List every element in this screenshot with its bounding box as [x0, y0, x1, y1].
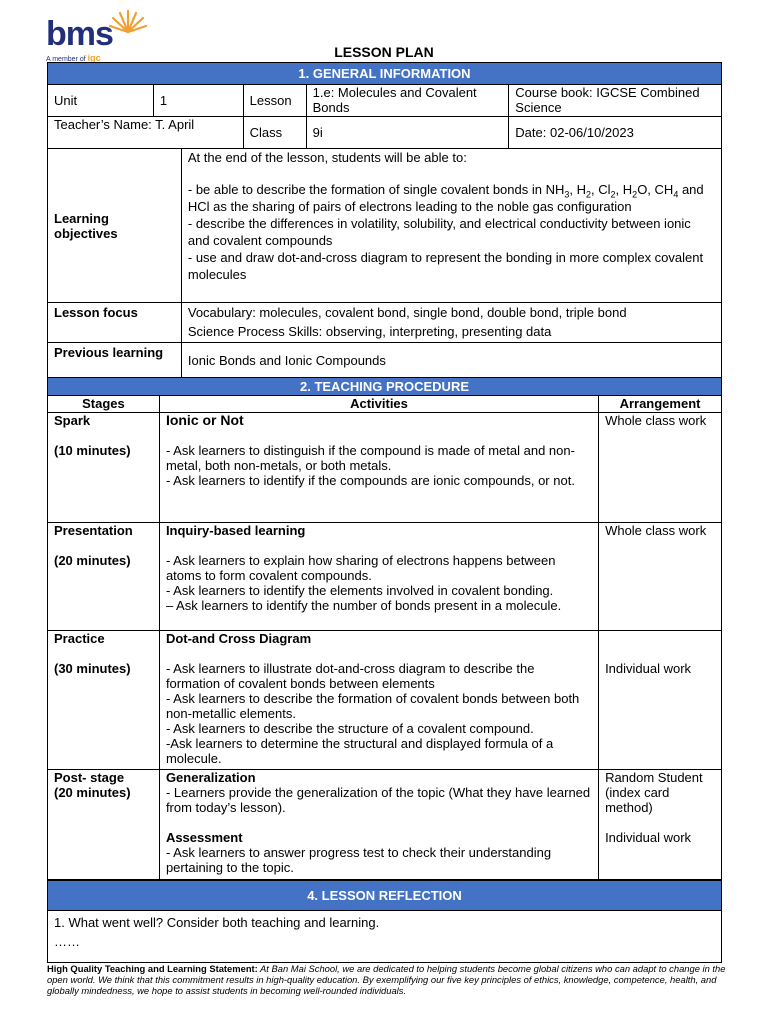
activity-line: - Ask learners to illustrate dot-and-cross diagram to describe the formation of covalent bonds between elements	[165, 661, 535, 691]
reflection-heading: 4. LESSON REFLECTION	[48, 881, 722, 911]
objectives-intro: At the end of the lesson, students will be able to:	[187, 150, 467, 165]
logo-wordmark: bms	[46, 15, 113, 53]
statement-text: At Ban Mai School, we are dedicated to helping students become global citizens who can adapt to change in the open world. We think that this commitment results in high-quality education. By exemplifying our five key principles of ethics, knowledge, competence, health, and globally mindedness, we hope to assist students in becoming well-rounded individuals.	[47, 963, 726, 996]
stage-row-spark	[48, 413, 722, 523]
activity-cell	[159, 770, 598, 880]
activity-line: - Ask learners to answer progress test to check their understanding pertaining to the topic.	[165, 845, 552, 875]
objective-3: - use and draw dot-and-cross diagram to represent the bonding in more complex covalent molecules	[187, 250, 704, 282]
objectives-label-line2: objectives	[54, 225, 118, 241]
lesson-date: Date: 02-06/10/2023	[509, 117, 722, 149]
arrangement-cell	[599, 770, 722, 880]
stage-row-presentation	[48, 523, 722, 631]
procedure-table	[47, 377, 722, 880]
focus-skills: Science Process Skills: observing, interpreting, presenting data	[187, 324, 552, 339]
arrangement-text: Random Student (index card method)	[605, 770, 703, 815]
objectives-table	[47, 148, 722, 379]
arrangement-cell: Whole class work	[599, 413, 722, 523]
objective-1: - be able to describe the formation of single covalent bonds in $NH_3$, $H_2$, $Cl_2$, $H_2O$, $CH_4$ and HCl as the sharing of pairs of electrons leading to the noble gas configuration	[187, 182, 704, 214]
class-value: 9i	[306, 117, 509, 149]
stage-cell	[48, 770, 160, 880]
activity-title: Inquiry-based learning	[165, 523, 306, 538]
stage-cell	[48, 413, 160, 523]
page-title: LESSON PLAN	[334, 44, 434, 60]
col-arrangement: Arrangement	[599, 396, 722, 413]
member-prefix: A member of	[46, 56, 86, 63]
activity-title: Generalization	[165, 770, 256, 785]
col-stages: Stages	[48, 396, 160, 413]
activity-line: - Learners provide the generalization of the topic (What they have learned from today’s lesson).	[165, 785, 591, 815]
objective-2: - describe the differences in volatility, solubility, and electrical conductivity between ionic and covalent compounds	[187, 216, 691, 248]
stage-name: Presentation	[54, 523, 133, 538]
stage-cell	[48, 523, 160, 631]
stage-row-practice	[48, 631, 722, 770]
quality-statement	[47, 963, 727, 996]
objectives-label-line1: Learning	[54, 210, 109, 226]
objective-1-post: as the sharing of pairs of electrons leading to the noble gas configuration	[209, 199, 632, 214]
stage-time: (10 minutes)	[54, 443, 131, 458]
stage-row-post	[48, 770, 722, 880]
activity-line: - Ask learners to describe the structure of a covalent compound.	[165, 721, 534, 736]
activity-title: Assessment	[165, 830, 243, 845]
statement-label: High Quality Teaching and Learning Statement:	[47, 963, 258, 974]
objectives-label	[48, 149, 182, 303]
lesson-value: 1.e: Molecules and Covalent Bonds	[306, 85, 509, 117]
arrangement-text: Individual work	[605, 830, 692, 845]
arrangement-text: Individual work	[605, 661, 692, 676]
stage-name: Spark	[54, 413, 91, 428]
stage-time: (20 minutes)	[54, 785, 131, 800]
lesson-label: Lesson	[243, 85, 306, 117]
objectives-content	[181, 149, 721, 303]
focus-vocab: Vocabulary: molecules, covalent bond, single bond, double bond, triple bond	[187, 305, 627, 320]
arrangement-cell: Whole class work	[599, 523, 722, 631]
teacher-name: Teacher’s Name: T. April	[48, 117, 244, 149]
activity-line: - Ask learners to identify the elements involved in covalent bonding.	[165, 583, 554, 598]
activity-line: – Ask learners to identify the number of bonds present in a molecule.	[165, 598, 562, 613]
objective-1-pre: - be able to describe the formation of single covalent bonds in NH	[187, 182, 565, 197]
reflection-table	[47, 880, 722, 963]
sun-rays-icon	[108, 8, 148, 34]
col-activities: Activities	[159, 396, 598, 413]
activity-cell	[159, 523, 598, 631]
class-label: Class	[243, 117, 306, 149]
member-org: igc	[87, 53, 101, 63]
activity-cell	[159, 631, 598, 770]
general-info-heading: 1. GENERAL INFORMATION	[48, 63, 722, 85]
stage-name: Post- stage	[54, 770, 125, 785]
activity-line: - Ask learners to describe the formation of covalent bonds between both non-metallic elements.	[165, 691, 580, 721]
activity-line: - Ask learners to distinguish if the compound is made of metal and non-metal, both non-metals, or both metals.	[165, 443, 575, 473]
activity-title: Ionic or Not	[165, 412, 244, 428]
focus-content	[181, 303, 721, 343]
reflection-question: 1. What went well? Consider both teaching and learning.	[54, 915, 380, 930]
focus-label: Lesson focus	[48, 303, 182, 343]
activity-line: - Ask learners to explain how sharing of electrons happens between atoms to form covalent compounds.	[165, 553, 556, 583]
activity-line: -Ask learners to determine the structural and displayed formula of a molecule.	[165, 736, 554, 766]
stage-name: Practice	[54, 631, 105, 646]
activity-cell	[159, 413, 598, 523]
stage-time: (20 minutes)	[54, 553, 131, 568]
procedure-heading: 2. TEACHING PROCEDURE	[48, 378, 722, 396]
activity-line: - Ask learners to identify if the compounds are ionic compounds, or not.	[165, 473, 575, 488]
stage-cell	[48, 631, 160, 770]
general-info-table	[47, 62, 722, 149]
previous-label: Previous learning	[48, 343, 182, 379]
reflection-content	[48, 911, 722, 963]
reflection-answer: ……	[54, 934, 80, 949]
arrangement-cell	[599, 631, 722, 770]
activity-title: Dot-and Cross Diagram	[165, 631, 312, 646]
coursebook: Course book: IGCSE Combined Science	[509, 85, 722, 117]
stage-time: (30 minutes)	[54, 661, 131, 676]
unit-value: 1	[153, 85, 243, 117]
previous-value: Ionic Bonds and Ionic Compounds	[181, 343, 721, 379]
unit-label: Unit	[48, 85, 154, 117]
